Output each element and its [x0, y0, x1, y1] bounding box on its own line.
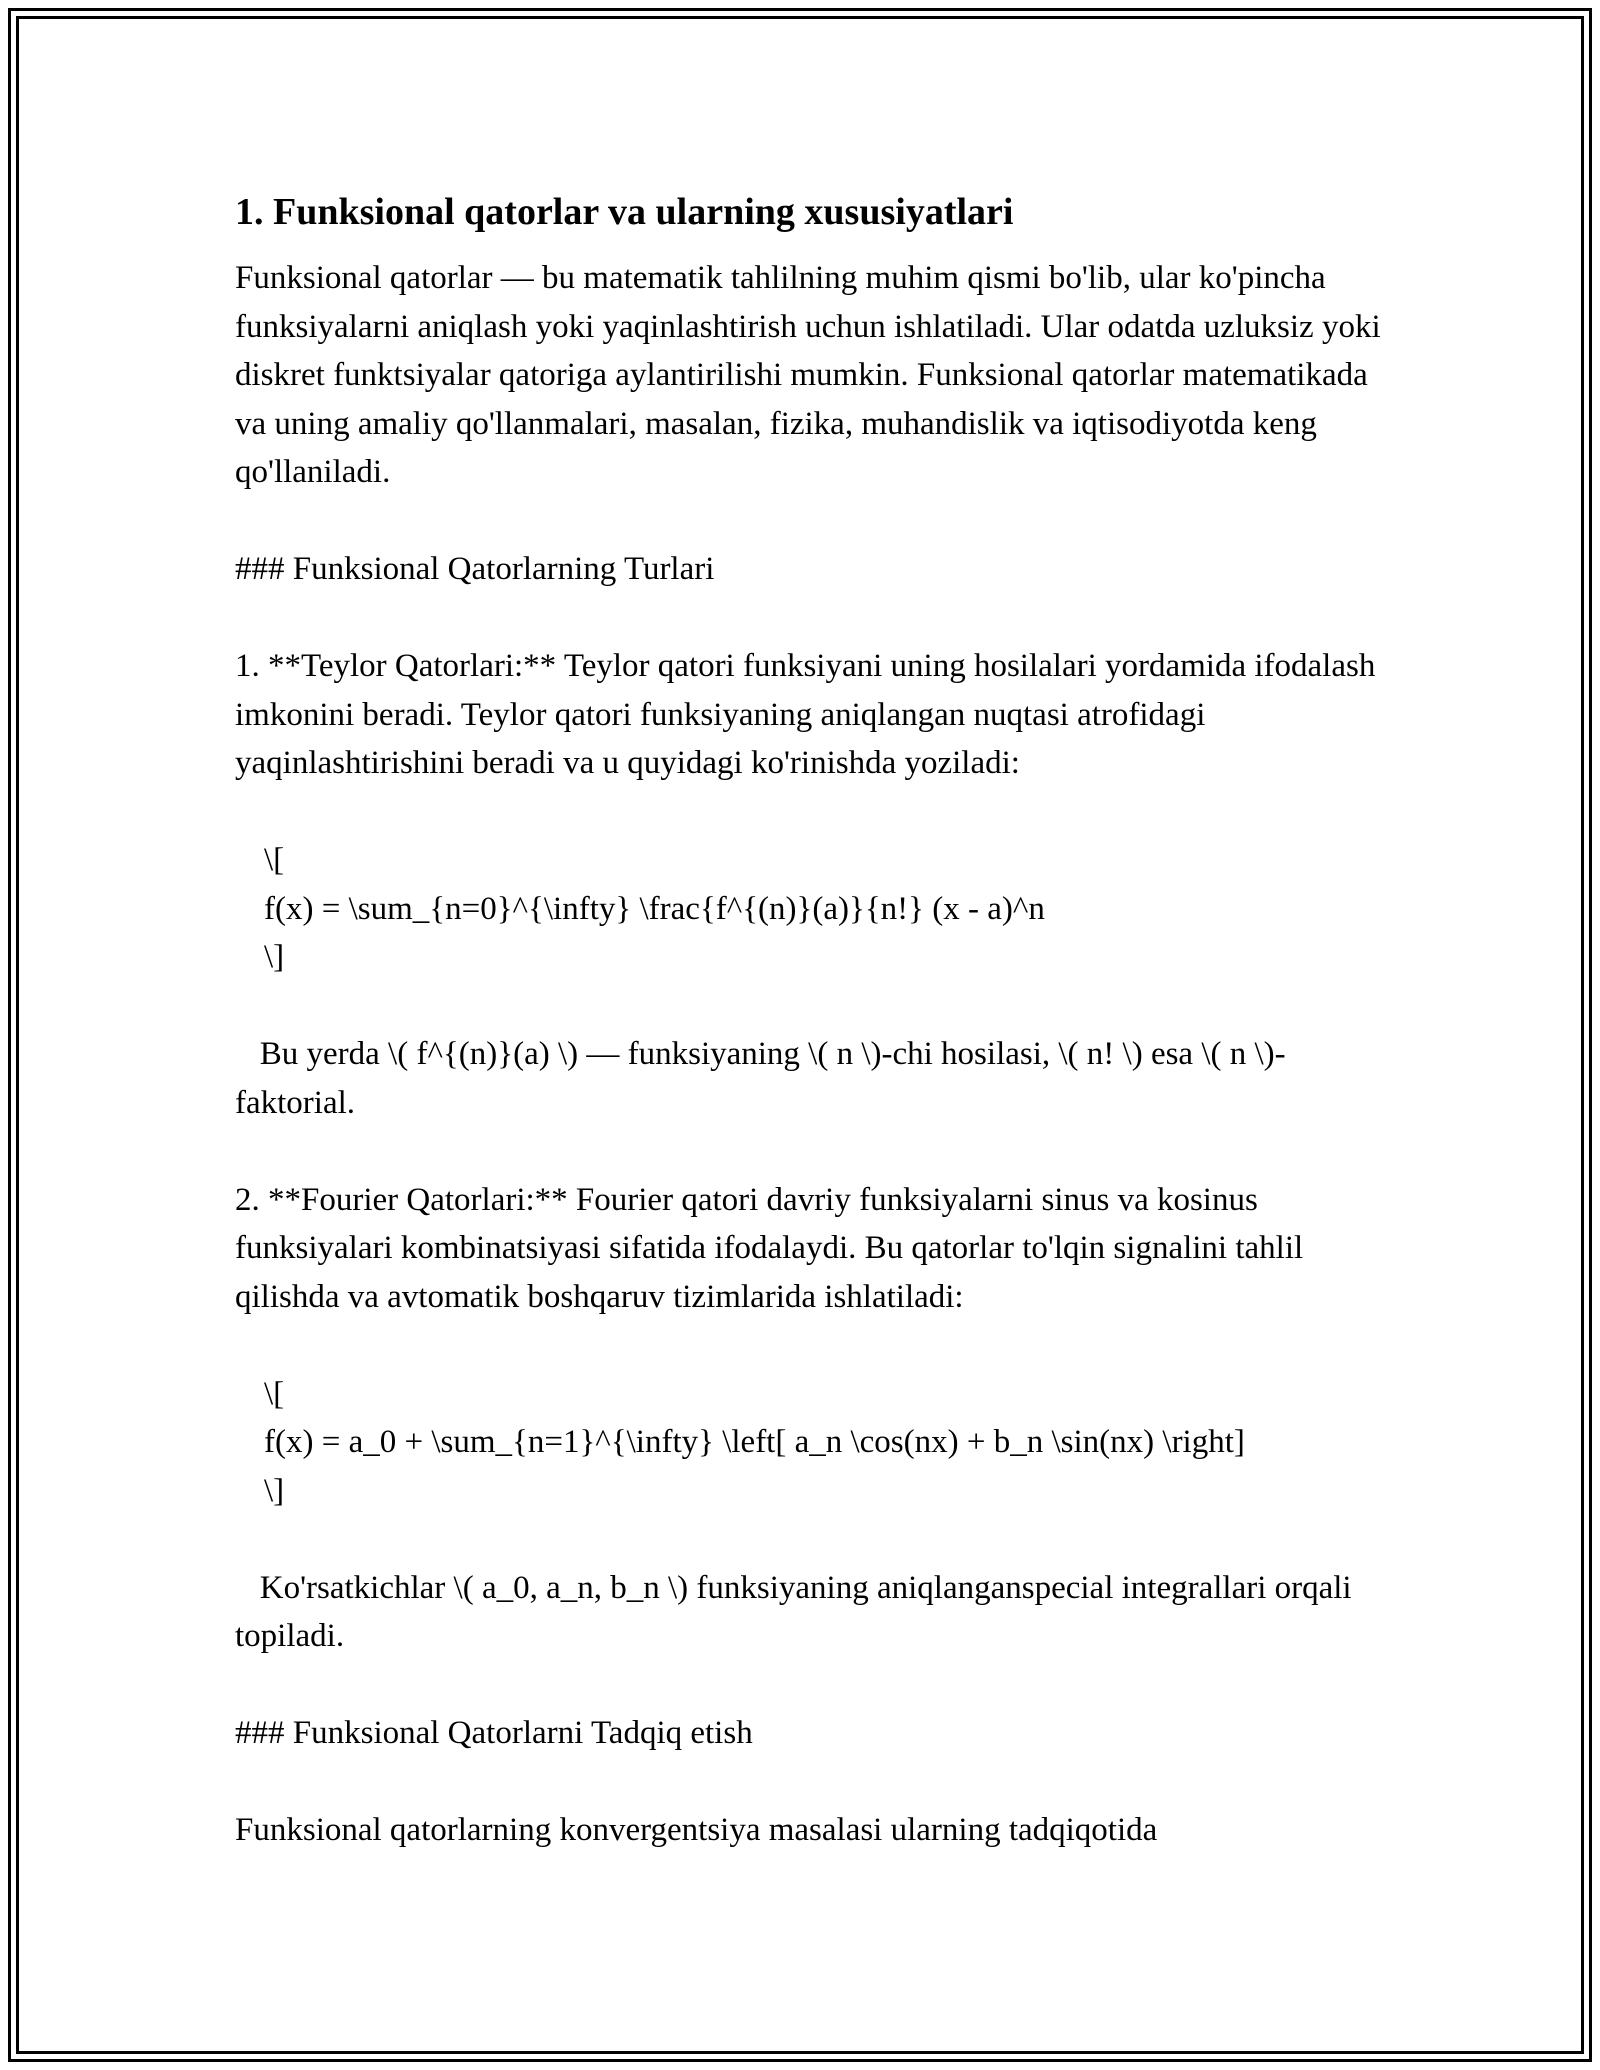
spacer — [235, 1758, 1385, 1807]
fourier-paragraph: 2. **Fourier Qatorlari:** Fourier qatori davriy funksiyalarni sinus va kosinus funksiyalari kombinatsiyasi sifatida ifodalaydi. Bu qatorlar to'lqin signalini tahlil qilishda va avtomatik boshqaruv tizimlarida ishlatiladi: — [235, 1181, 1312, 1315]
section-heading: 1. Funksional qatorlar va ularning xususiyatlari — [235, 191, 1014, 233]
subheading-research: ### Funksional Qatorlarni Tadqiq etish — [235, 1715, 753, 1751]
fourier-formula-close: \] — [264, 1472, 285, 1509]
taylor-formula: f(x) = \sum_{n=0}^{\infty} \frac{f^{(n)}(a)}{n!} (x - a)^n — [264, 890, 1045, 927]
intro-paragraph: Funksional qatorlar — bu matematik tahlilning muhim qismi bo'lib, ular ko'pincha funksiyalarni aniqlash yoki yaqinlashtirish uchun ishlatiladi. Ular odatda uzluksiz yoki diskret funktsiyalar qatoriga aylantirilishi mumkin. Funksional qatorlar matematikada va uning amaliy qo'llanmalari, masalan, fizika, muhandislik va iqtisodiyotda keng qo'llaniladi. — [235, 260, 1389, 490]
closing-paragraph: Funksional qatorlarning konvergentsiya masalasi ularning tadqiqotida — [235, 1812, 1158, 1848]
fourier-formula-open: \[ — [264, 1375, 285, 1412]
spacer — [235, 1321, 1385, 1370]
taylor-note: Bu yerda \( f^{(n)}(a) \) — funksiyaning \( n \)-chi hosilasi, \( n! \) esa \( n \)-faktorial. — [235, 1036, 1286, 1121]
spacer — [235, 788, 1385, 837]
spacer — [235, 1515, 1385, 1564]
taylor-formula-close: \] — [264, 939, 285, 975]
document-body — [235, 186, 1389, 1855]
taylor-formula-open: \[ — [264, 842, 285, 878]
fourier-note: Ko'rsatkichlar \( a_0, a_n, b_n \) funksiyaning aniqlanganspecial integrallari orqali topiladi. — [235, 1569, 1360, 1654]
spacer — [235, 982, 1385, 1031]
spacer — [235, 1127, 1385, 1176]
spacer — [235, 497, 1385, 546]
taylor-paragraph: 1. **Teylor Qatorlari:** Teylor qatori funksiyani uning hosilalari yordamida ifodalash imkonini beradi. Teylor qatori funksiyaning aniqlangan nuqtasi atrofidagi yaqinlashtirishini beradi va u quyidagi ko'rinishda yoziladi: — [235, 648, 1384, 781]
subheading-types: ### Funksional Qatorlarning Turlari — [235, 551, 715, 587]
fourier-formula: f(x) = a_0 + \sum_{n=1}^{\infty} \left[ a_n \cos(nx) + b_n \sin(nx) \right] — [264, 1424, 1245, 1460]
spacer — [235, 594, 1385, 643]
spacer — [235, 1661, 1385, 1710]
